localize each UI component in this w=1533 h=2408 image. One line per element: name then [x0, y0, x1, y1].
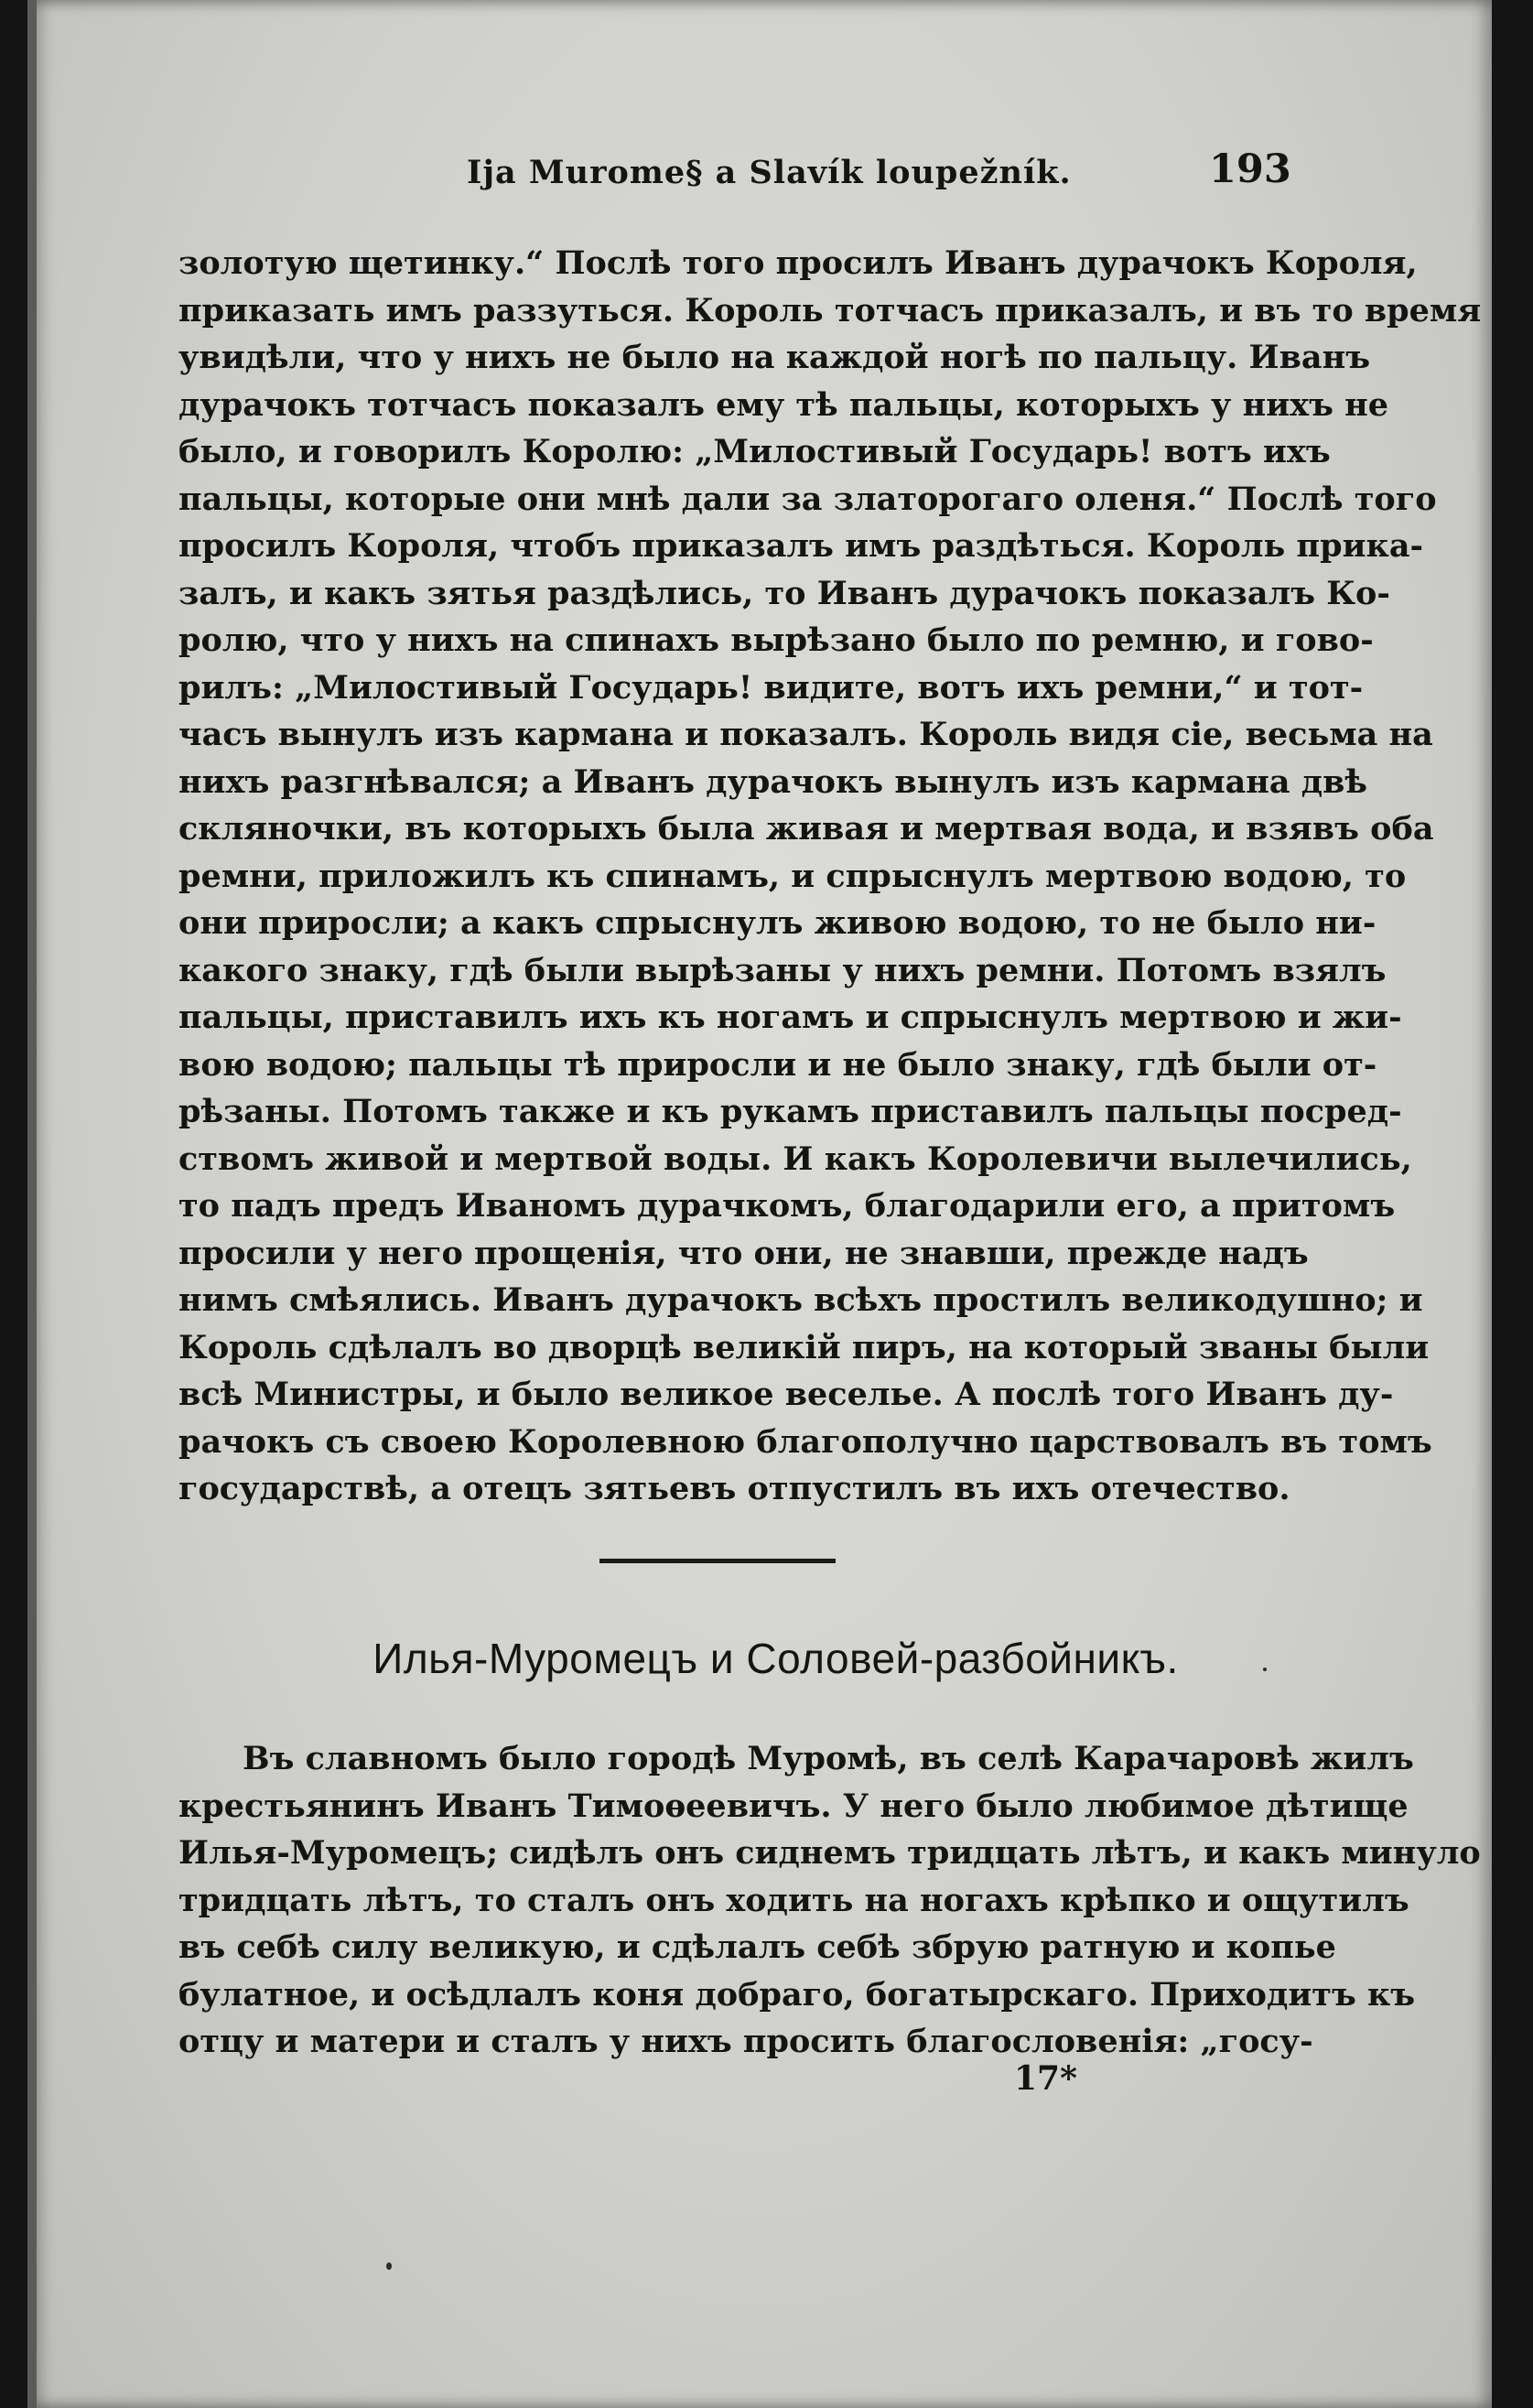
text-line: ствомъ живой и мертвой воды. И какъ Королевичи вылечились,: [178, 1139, 1412, 1178]
paragraph-new-story: [178, 1735, 1481, 2066]
text-line: увидѣли, что у нихъ не было на каждой ногѣ по пальцу. Иванъ: [178, 339, 1371, 376]
section-title: Илья-Муромецъ и Соловей-разбойникъ.: [372, 1635, 1179, 1682]
text-line: рѣзаны. Потомъ также и къ рукамъ приставилъ пальцы посред-: [178, 1093, 1402, 1130]
text-line: просили у него прощенія, что они, не знавши, прежде надъ: [178, 1234, 1309, 1272]
text-line: тридцать лѣтъ, то сталъ онъ ходить на ногахъ крѣпко и ощутилъ: [178, 1881, 1409, 1919]
text-line: они приросли; а какъ спрыснулъ живою водою, то не было ни-: [178, 904, 1376, 942]
text-line: какого знаку, гдѣ были вырѣзаны у нихъ ремни. Потомъ взялъ: [178, 951, 1387, 989]
text-line: рилъ: „Милостивый Государь! видите, вотъ ихъ ремни,“ и тот-: [178, 668, 1364, 707]
text-line: крестьянинъ Иванъ Тимоѳеевичъ. У него было любимое дѣтище: [178, 1787, 1409, 1825]
section-divider: [599, 1559, 836, 1563]
page-binding-edge: [27, 0, 37, 2408]
print-speck: [1263, 1668, 1267, 1671]
print-speck: [386, 2262, 392, 2270]
text-line: булатное, и осѣдлалъ коня добраго, богатырскаго. Приходитъ къ: [178, 1975, 1416, 2014]
text-line: вою водою; пальцы тѣ приросли и не было знаку, гдѣ были от-: [178, 1045, 1377, 1084]
running-head: Ija Murome§ a Slavík loupežník.: [467, 154, 1072, 191]
paragraph-continuation: [178, 240, 1482, 1513]
text-line: просилъ Короля, чтобъ приказалъ имъ раздѣться. Король прика-: [178, 527, 1424, 565]
text-line: пальцы, приставилъ ихъ къ ногамъ и спрыснулъ мертвою и жи-: [178, 999, 1402, 1036]
text-line: приказать имъ раззуться. Король тотчасъ приказалъ, и въ то время: [178, 291, 1482, 329]
text-line: золотую щетинку.“ Послѣ того просилъ Иванъ дурачокъ Короля,: [178, 244, 1418, 282]
text-line: нихъ разгнѣвался; а Иванъ дурачокъ вынулъ изъ кармана двѣ: [178, 762, 1368, 801]
text-line: дурачокъ тотчасъ показалъ ему тѣ пальцы, которыхъ у нихъ не: [178, 385, 1389, 424]
signature-mark: 17*: [1014, 2059, 1077, 2098]
text-line: всѣ Министры, и было великое веселье. А послѣ того Иванъ ду-: [178, 1376, 1394, 1413]
text-line: часъ вынулъ изъ кармана и показалъ. Король видя сіе, весьма на: [178, 716, 1433, 753]
text-line: Илья-Муромецъ; сидѣлъ онъ сиднемъ тридцать лѣтъ, и какъ минуло: [178, 1834, 1481, 1872]
text-line: было, и говорилъ Королю: „Милостивый Государь! вотъ ихъ: [178, 433, 1331, 470]
text-line: то падъ предъ Иваномъ дурачкомъ, благодарили его, а притомъ: [178, 1187, 1396, 1225]
text-line: рачокъ съ своею Королевною благополучно царствовалъ въ томъ: [178, 1422, 1432, 1461]
text-line: Въ славномъ было городѣ Муромѣ, въ селѣ Карачаровѣ жилъ: [243, 1740, 1414, 1777]
text-line: ремни, приложилъ къ спинамъ, и спрыснулъ мертвою водою, то: [178, 857, 1407, 895]
text-line: въ себѣ силу великую, и сдѣлалъ себѣ збрую ратную и копье: [178, 1928, 1336, 1966]
text-line: скляночки, въ которыхъ была живая и мертвая вода, и взявъ оба: [178, 810, 1434, 848]
text-line: нимъ смѣялись. Иванъ дурачокъ всѣхъ простилъ великодушно; и: [178, 1281, 1423, 1319]
text-line: Король сдѣлалъ во дворцѣ великій пиръ, на который званы были: [178, 1328, 1430, 1366]
page-header: [0, 146, 1533, 209]
text-line: государствѣ, а отецъ зятьевъ отпустилъ въ ихъ отечество.: [178, 1470, 1290, 1507]
text-line: ролю, что у нихъ на спинахъ вырѣзано было по ремню, и гово-: [178, 621, 1374, 659]
text-line: залъ, и какъ зятья раздѣлись, то Иванъ дурачокъ показалъ Ко-: [178, 574, 1390, 612]
text-line: пальцы, которые они мнѣ дали за златорогаго оленя.“ Послѣ того: [178, 480, 1437, 518]
page-number: 193: [1209, 146, 1291, 192]
text-line: отцу и матери и сталъ у нихъ просить благословенія: „госу-: [178, 2023, 1313, 2060]
